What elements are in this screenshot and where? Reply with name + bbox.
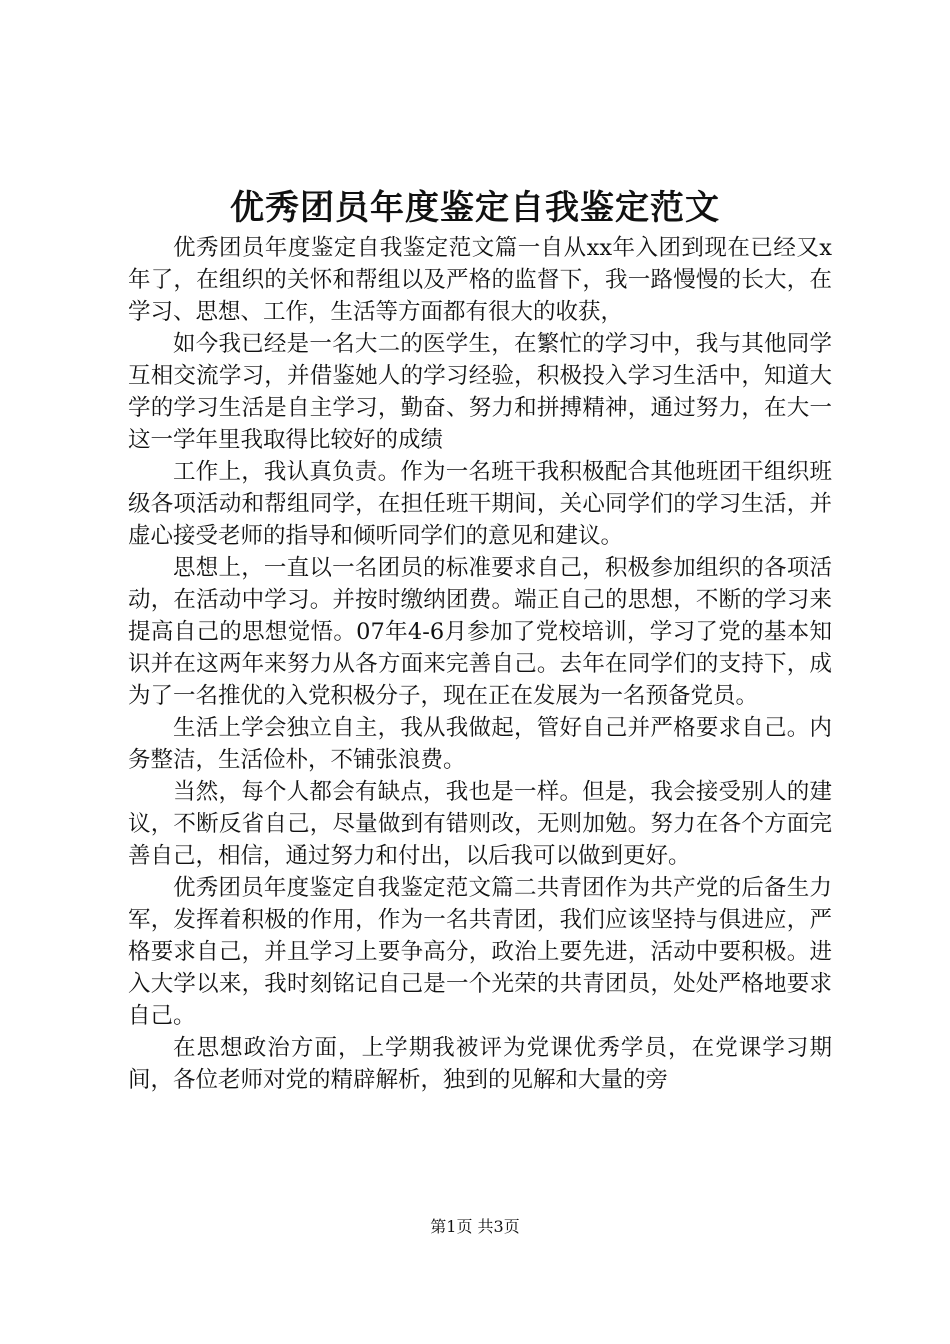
paragraph-4: 思想上，一直以一名团员的标准要求自己，积极参加组织的各项活动，在活动中学习。并按时缴纳团费。端正自己的思想，不断的学习来提高自己的思想觉悟。07年4-6月参加了党校培训，学习了党的基本知识并在这两年来努力从各方面来完善自己。去年在同学们的支持下，成为了一名推优的入党积极分子，现在正在发展为一名预备党员。 xyxy=(128,555,832,709)
page-number-footer: 第1页 共3页 xyxy=(430,1217,520,1236)
document-title: 优秀团员年度鉴定自我鉴定范文 xyxy=(230,188,720,228)
paragraph-7: 优秀团员年度鉴定自我鉴定范文篇二共青团作为共产党的后备生力军，发挥着积极的作用，作为一名共青团，我们应该坚持与俱进应，严格要求自己，并且学习上要争高分，政治上要先进，活动中要积极。进入大学以来，我时刻铭记自己是一个光荣的共青团员，处处严格地要求自己。 xyxy=(128,875,832,1029)
paragraph-3: 工作上，我认真负责。作为一名班干我积极配合其他班团干组织班级各项活动和帮组同学，在担任班干期间，关心同学们的学习生活，并虚心接受老师的指导和倾听同学们的意见和建议。 xyxy=(128,459,832,549)
document-body xyxy=(128,232,832,1096)
paragraph-8: 在思想政治方面，上学期我被评为党课优秀学员，在党课学习期间，各位老师对党的精辟解析，独到的见解和大量的旁 xyxy=(128,1035,832,1093)
paragraph-6: 当然，每个人都会有缺点，我也是一样。但是，我会接受别人的建议，不断反省自己，尽量做到有错则改，无则加勉。努力在各个方面完善自己，相信，通过努力和付出，以后我可以做到更好。 xyxy=(128,779,832,869)
paragraph-2: 如今我已经是一名大二的医学生，在繁忙的学习中，我与其他同学互相交流学习，并借鉴她人的学习经验，积极投入学习生活中，知道大学的学习生活是自主学习，勤奋、努力和拼搏精神，通过努力，在大一这一学年里我取得比较好的成绩 xyxy=(128,331,832,453)
paragraph-1: 优秀团员年度鉴定自我鉴定范文篇一自从xx年入团到现在已经又x年了，在组织的关怀和帮组以及严格的监督下，我一路慢慢的长大，在学习、思想、工作，生活等方面都有很大的收获， xyxy=(128,235,832,325)
paragraph-5: 生活上学会独立自主，我从我做起，管好自己并严格要求自己。内务整洁，生活俭朴，不铺张浪费。 xyxy=(128,715,832,773)
